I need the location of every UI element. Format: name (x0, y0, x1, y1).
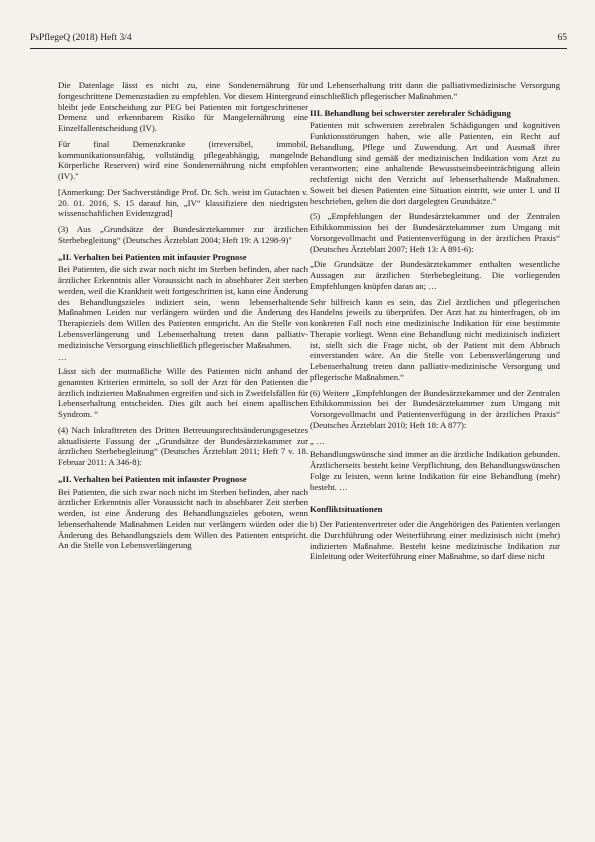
ellipsis-separator: „ … (310, 435, 325, 446)
paragraph: Sehr hilfreich kann es sein, das Ziel ärztlichen und pflegerischen Handelns jeweils zu überprüfen. Der Arzt hat zu hinterfragen, ob im konkreten Fall noch eine medizinische Indikation für eine bestimmte Therapie vorliegt. Wenn eine Behandlung nicht medizinisch indiziert ist, stellt sich die Frage nicht, ob der Patient mit dem Abbruch einverstanden wäre. An die Stelle von Lebensverlängerung und Lebenserhaltung treten dann palliativ-medizinische Versorgung und pflegerische Maßnahmen.“ (310, 296, 560, 382)
left-column (58, 80, 308, 556)
paragraph: Behandlungswünsche sind immer an die ärztliche Indikation gebunden. Ärztlicherseits besteht keine Verpflichtung, den Behandlungswünschen Folge zu leisten, wenn keine Indikation für eine Behandlung (mehr) besteht. … (310, 449, 560, 492)
right-column (310, 80, 560, 567)
paragraph: (6) Weitere „Empfehlungen der Bundesärztekammer und der Zentralen Ethikkommission bei der Bundesärztekammer zum Umgang mit Vorsorgevollmacht und Patientenverfügung in der ärztlichen Praxis“ (Deutsches Ärzteblatt 2010; Heft 18: A 877): (310, 387, 560, 430)
running-header (30, 31, 567, 45)
paragraph: Bei Patienten, die sich zwar noch nicht im Sterben befinden, aber nach ärztlicher Erkenntnis aller Voraussicht nach in absehbarer Zeit sterben werden, ist eine Änderung des Behandlungszieles geboten, wenn lebenserhaltende Maßnahmen Leiden nur verlängern würden oder die Änderung des Behandlungsziels dem Willen des Patienten entspricht. An die Stelle von Lebensverlängerung (58, 486, 308, 551)
section-heading: „II. Verhalten bei Patienten mit infauster Prognose (58, 251, 247, 262)
paragraph: (4) Nach Inkrafttreten des Dritten Betreuungsrechtsänderungsgesetzes aktualisierte Fassung der „Grundsätze der Bundesärztekammer zur ärztlichen Sterbebegleitung“ (Deutsches Ärzteblatt 2011; Heft 7 v. 18. Februar 2011: A 346-8): (58, 424, 308, 467)
journal-citation: PsPflegeQ (2018) Heft 3/4 (30, 33, 132, 43)
paragraph: Bei Patienten, die sich zwar noch nicht im Sterben befinden, aber nach ärztlicher Erkenntnis aller Voraussicht nach in absehbarer Zeit sterben werden, weil die Krankheit weit fortgeschritten ist, kann eine Änderung des Behandlungszieles indiziert sein, wenn lebenserhaltende Maßnahmen Leiden nur verlängern würden und die Änderung des Therapieziels dem Willen des Patienten entspricht. An die Stelle von Lebensverlängerung und Lebenserhaltung treten dann palliativ-medizinische Versorgung einschließlich pflegerischer Maßnahmen. (58, 264, 308, 350)
paragraph: b) Der Patientenvertreter oder die Angehörigen des Patienten verlangen die Durchführung oder Weiterführung einer medizinisch nicht (mehr) indizierten Maßnahme. Besteht keine medizinische Indikation zur Einleitung oder Weiterführung einer Maßnahme, so darf diese nicht (310, 519, 560, 562)
header-rule (30, 48, 567, 49)
paragraph: „Die Grundsätze der Bundesärztekammer enthalten wesentliche Aussagen zur ärztlichen Sterbebegleitung. Die vorliegenden Empfehlungen knüpfen daran an; … (310, 259, 560, 291)
paragraph: Lässt sich der mutmaßliche Wille des Patienten nicht anhand der genannten Kriterien ermitteln, so soll der Arzt für den Patienten die ärztlich indizierten Maßnahmen ergreifen und sich in Zweifelsfällen für Lebenserhaltung entscheiden. Dies gilt auch bei einem apallischen Syndrom. “ (58, 366, 308, 419)
paragraph: Patienten mit schwersten zerebralen Schädigungen und kognitiven Funktionsstörungen haben, wie alle Patienten, ein Recht auf Behandlung, Pflege und Zuwendung. Art und Ausmaß ihrer Behandlung sind gemäß der medizinischen Indikation vom Arzt zu verantworten; eine anhaltende Bewusstseinsbeeinträchtigung allein rechtfertigt nicht den Verzicht auf lebenserhaltende Maßnahmen. Soweit bei diesen Patienten eine Situation eintritt, wie unter I. und II beschrieben, gelten die dort dargelegten Grundsätze.“ (310, 120, 560, 206)
section-heading-conflicts: Konfliktsituationen (310, 504, 383, 515)
page-number: 65 (557, 33, 567, 43)
paragraph: und Lebenserhaltung tritt dann die palliativmedizinische Versorgung einschließlich pflegerischer Maßnahmen.“ (310, 80, 560, 101)
ellipsis-separator: … (58, 352, 67, 363)
paragraph: [Anmerkung: Der Sachverständige Prof. Dr. Sch. weist im Gutachten v. 20. 01. 2016, S. 15 darauf hin, „IV“ klassifiziere den niedrigsten wissenschaftlichen Evidenzgrad] (58, 186, 308, 219)
section-heading: III. Behandlung bei schwerster zerebraler Schädigung (310, 107, 511, 118)
paragraph: Die Datenlage lässt es nicht zu, eine Sondenernährung für fortgeschrittene Demenzstadien zu empfehlen. Vor diesem Hintergrund bleibt jede Entscheidung zur PEG bei Patienten mit fortgeschrittener Demenz und erkennbarem Risiko für Mangelernährung eine Einzelfallentscheidung (IV). (58, 80, 308, 133)
paragraph: Für final Demenzkranke (irreversibel, immobil, kommunikationsunfähig, vollständig pflegeabhängig, mangelnde Körperliche Reserven) wird eine Sondenernährung nicht empfohlen (IV)." (58, 138, 308, 181)
paragraph: (3) Aus „Grundsätze der Bundesärztekammer zur ärztlichen Sterbebegleitung“ (Deutsches Ärzteblatt 2004; Heft 19: A 1298-9)" (58, 224, 308, 245)
section-heading: „II. Verhalten bei Patienten mit infauster Prognose (58, 473, 247, 484)
paragraph: (5) „Empfehlungen der Bundesärztekammer und der Zentralen Ethikkommission bei der Bundesärztekammer zum Umgang mit Vorsorgevollmacht und Patientenverfügung in der ärztlichen Praxis“ (Deutsches Ärzteblatt 2007; Heft 13: A 891-6): (310, 211, 560, 254)
